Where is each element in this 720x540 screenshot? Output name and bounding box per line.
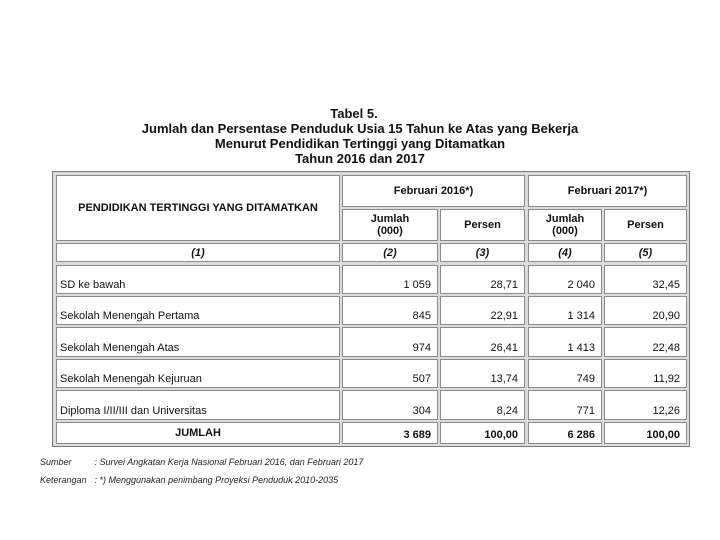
cell-jumlah-2016: 507 bbox=[342, 359, 438, 388]
row-label: SD ke bawah bbox=[56, 265, 340, 294]
remark-note bbox=[40, 475, 338, 485]
header-period-2017 bbox=[528, 175, 687, 207]
cell-jumlah-2017: 2 040 bbox=[528, 265, 602, 294]
cell-persen-2016: 26,41 bbox=[440, 327, 525, 357]
row-label: Sekolah Menengah Atas bbox=[56, 327, 340, 357]
cell-persen-2017: 32,45 bbox=[604, 265, 687, 294]
col-number-4: (4) bbox=[528, 243, 602, 262]
cell-jumlah-2017: 771 bbox=[528, 390, 602, 420]
source-label: Sumber bbox=[40, 457, 72, 467]
cell-jumlah-2017: 749 bbox=[528, 359, 602, 388]
cell-jumlah-2017: 1 314 bbox=[528, 296, 602, 325]
cell-persen-2017: 22,48 bbox=[604, 327, 687, 357]
cell-persen-2017: 12,26 bbox=[604, 390, 687, 420]
col-number-3: (3) bbox=[440, 243, 525, 262]
cell-persen-2016: 28,71 bbox=[440, 265, 525, 294]
header-persen-2017 bbox=[604, 209, 687, 241]
col-number-1: (1) bbox=[56, 243, 340, 262]
cell-jumlah-2016: 974 bbox=[342, 327, 438, 357]
header-period-2017-text: Februari 2017*) bbox=[567, 185, 648, 197]
cell-persen-2017: 11,92 bbox=[604, 359, 687, 388]
header-jumlah-2016 bbox=[342, 209, 438, 241]
remark-label: Keterangan bbox=[40, 475, 87, 485]
cell-jumlah-2016: 1 059 bbox=[342, 265, 438, 294]
total-label: JUMLAH bbox=[56, 422, 340, 444]
header-period-2016-text: Februari 2016*) bbox=[393, 185, 474, 197]
title-line-year: Tahun 2016 dan 2017 bbox=[295, 151, 425, 166]
header-persen-2017-text: Persen bbox=[627, 219, 664, 231]
cell-persen-2016: 8,24 bbox=[440, 390, 525, 420]
header-jumlah-2017-text: Jumlah (000) bbox=[545, 213, 585, 237]
header-education bbox=[56, 175, 340, 241]
cell-persen-2017: 20,90 bbox=[604, 296, 687, 325]
header-education-text: PENDIDIKAN TERTINGGI YANG DITAMATKAN bbox=[78, 202, 318, 214]
total-jumlah-2017: 6 286 bbox=[528, 422, 602, 444]
row-label: Diploma I/II/III dan Universitas bbox=[56, 390, 340, 420]
cell-jumlah-2016: 304 bbox=[342, 390, 438, 420]
header-jumlah-2017 bbox=[528, 209, 602, 241]
table-title bbox=[0, 106, 720, 166]
cell-jumlah-2016: 845 bbox=[342, 296, 438, 325]
row-label: Sekolah Menengah Pertama bbox=[56, 296, 340, 325]
total-persen-2016: 100,00 bbox=[440, 422, 525, 444]
header-period-2016 bbox=[342, 175, 525, 207]
header-persen-2016 bbox=[440, 209, 525, 241]
title-line-sub: Menurut Pendidikan Tertinggi yang Ditamatkan bbox=[214, 136, 506, 151]
total-persen-2017: 100,00 bbox=[604, 422, 687, 444]
header-jumlah-2016-text: Jumlah (000) bbox=[370, 213, 410, 237]
total-jumlah-2016: 3 689 bbox=[342, 422, 438, 444]
data-table bbox=[52, 171, 690, 447]
table-number: Tabel 5. bbox=[330, 106, 378, 121]
source-note bbox=[40, 457, 363, 467]
cell-persen-2016: 22,91 bbox=[440, 296, 525, 325]
col-number-5: (5) bbox=[604, 243, 687, 262]
remark-text: : *) Menggunakan penimbang Proyeksi Penduduk 2010-2035 bbox=[94, 475, 339, 485]
source-text: : Survei Angkatan Kerja Nasional Februari 2016, dan Februari 2017 bbox=[94, 457, 364, 467]
cell-jumlah-2017: 1 413 bbox=[528, 327, 602, 357]
col-number-2: (2) bbox=[342, 243, 438, 262]
cell-persen-2016: 13,74 bbox=[440, 359, 525, 388]
title-line-main: Jumlah dan Persentase Penduduk Usia 15 Tahun ke Atas yang Bekerja bbox=[141, 121, 579, 136]
header-persen-2016-text: Persen bbox=[464, 219, 501, 231]
row-label: Sekolah Menengah Kejuruan bbox=[56, 359, 340, 388]
